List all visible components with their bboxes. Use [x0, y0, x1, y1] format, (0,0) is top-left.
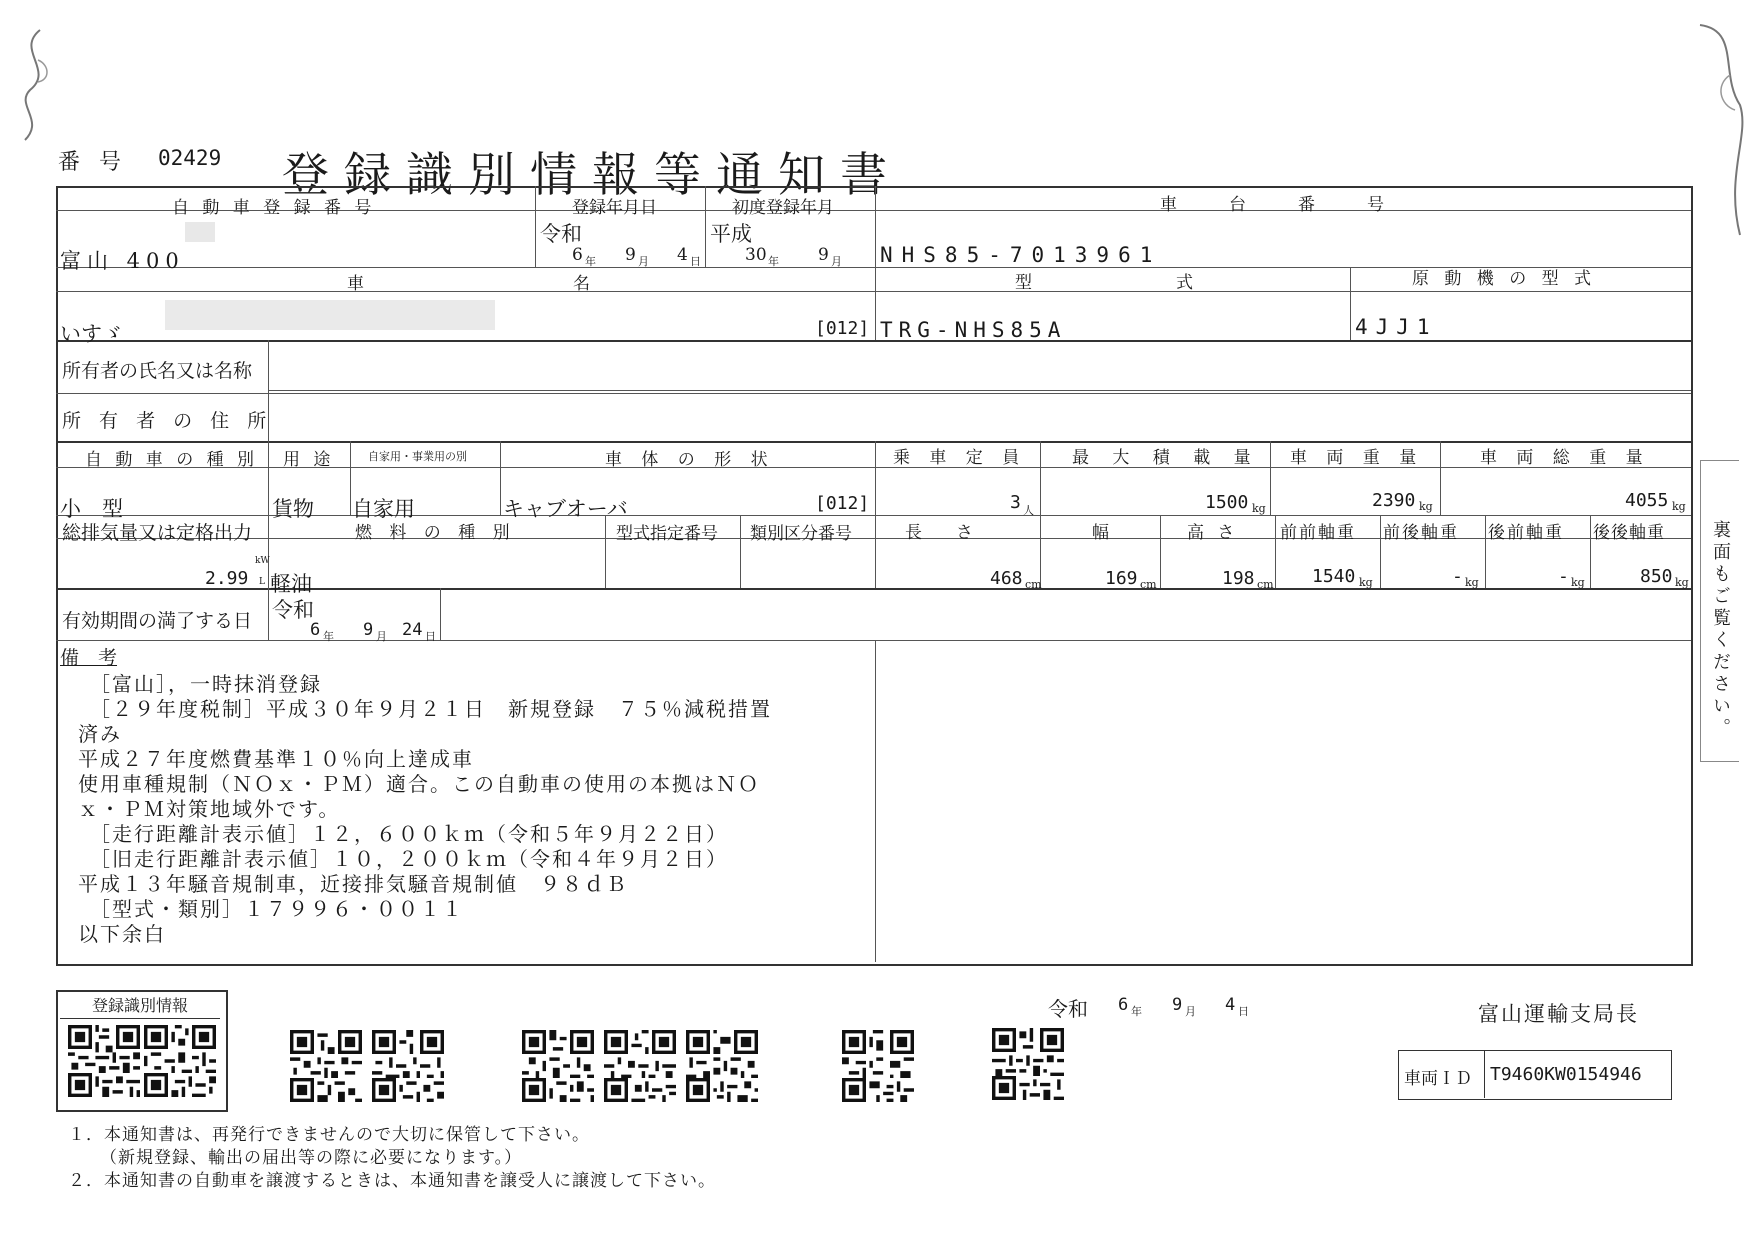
qr-code: [68, 1025, 140, 1097]
vehicle-id-label: 車両ＩＤ: [1404, 1069, 1472, 1089]
width-value: 169: [1105, 568, 1138, 589]
expiry-year: 6: [310, 620, 321, 640]
header-reg-number: 自 動 車 登 録 番 号: [172, 198, 376, 218]
qr-code: [144, 1025, 216, 1097]
header-chassis: 車 台 番 号: [1160, 195, 1390, 215]
header-rr-axle: 後後軸重: [1593, 523, 1665, 543]
capacity-value: 3: [1010, 492, 1021, 513]
qr-code: [290, 1030, 362, 1102]
header-car-name-2: 名: [573, 274, 590, 294]
header-body-shape: 車 体 の 形 状: [605, 450, 775, 470]
reg-day: 4: [677, 245, 688, 265]
usage-value: 貨物: [272, 497, 314, 521]
remark-line: ［富山］，一時抹消登録: [90, 672, 322, 696]
header-expiry: 有効期間の満了する日: [62, 610, 253, 632]
body-shape-value: キャブオーバ: [503, 497, 628, 521]
first-year: 30: [745, 245, 767, 265]
header-max-load: 最 大 積 載 量: [1072, 448, 1260, 468]
qr-code: [604, 1030, 676, 1102]
header-private-commercial: 自家用・事業用の別: [368, 450, 467, 463]
max-load-value: 1500: [1205, 492, 1249, 513]
header-rf-axle: 後前軸重: [1488, 523, 1564, 543]
issue-year: 6: [1118, 995, 1129, 1015]
body-code: [012]: [815, 493, 870, 514]
header-height: 高 さ: [1187, 523, 1239, 543]
remark-line: ［走行距離計表示値］１２，６００ｋｍ（令和５年９月２２日）: [90, 822, 728, 846]
remark-line: 使用車種規制（ＮＯｘ・ＰＭ）適合。この自動車の使用の本拠はＮＯ: [78, 772, 760, 796]
reg-number-value: 富山 400: [60, 249, 185, 273]
plate-redacted: [185, 222, 215, 242]
header-reg-date: 登録年月日: [572, 198, 657, 218]
qr-code: [372, 1030, 444, 1102]
header-fr-axle: 前後軸重: [1383, 523, 1459, 543]
header-fuel: 燃 料 の 種 別: [355, 523, 516, 543]
rr-axle-value: 850: [1640, 566, 1673, 587]
rf-axle-value: -: [1558, 566, 1569, 587]
remark-line: 以下余白: [78, 922, 166, 946]
reg-month: 9: [625, 245, 636, 265]
header-owner-addr: 所 有 者 の 住 所: [62, 410, 273, 432]
document-title: 登録識別情報等通知書: [282, 148, 902, 203]
fuel-value: 軽油: [270, 572, 312, 596]
remark-line: 平成１３年騒音規制車，近接排気騒音規制値 ９８ｄＢ: [78, 872, 628, 896]
header-ff-axle: 前前軸重: [1280, 523, 1356, 543]
displacement-value: 2.99: [205, 568, 249, 589]
remark-line: ［旧走行距離計表示値］１０，２００ｋｍ（令和４年９月２日）: [90, 847, 728, 871]
corner-ornament-left: [10, 20, 60, 150]
header-width: 幅: [1092, 523, 1109, 543]
note-1b: （新規登録、輸出の届出等の際に必要になります。）: [100, 1148, 523, 1168]
header-remarks: 備 考: [60, 647, 118, 669]
chassis-value: NHS85-7013961: [880, 243, 1162, 267]
engine-value: 4JJ1: [1355, 315, 1438, 339]
note-2: ２．本通知書の自動車を譲渡するときは、本通知書を譲受人に譲渡して下さい。: [68, 1171, 716, 1191]
header-type-designation: 型式指定番号: [616, 524, 718, 544]
car-kind-value: 小 型: [60, 497, 123, 521]
header-car-name-1: 車: [347, 274, 364, 294]
header-capacity: 乗 車 定 員: [893, 448, 1027, 468]
vehicle-weight-value: 2390: [1372, 490, 1416, 511]
header-displacement: 総排気量又は定格出力: [62, 522, 253, 544]
qr-code: [522, 1030, 594, 1102]
header-usage: 用 途: [283, 450, 335, 470]
header-gross-weight: 車 両 総 重 量: [1480, 448, 1650, 468]
issue-era: 令和: [1048, 997, 1088, 1021]
vehicle-id-value: T9460KW0154946: [1490, 1064, 1642, 1085]
header-car-kind: 自 動 車 の 種 別: [85, 450, 259, 470]
header-owner-name: 所有者の氏名又は名称: [62, 360, 253, 382]
expiry-month: 9: [363, 620, 374, 640]
remark-line: ［型式・類別］１７９９６・００１１: [90, 897, 464, 921]
gross-weight-value: 4055: [1625, 490, 1669, 511]
first-month: 9: [818, 245, 829, 265]
fr-axle-value: -: [1452, 566, 1463, 587]
issue-day: 4: [1225, 995, 1236, 1015]
remark-line: 平成２７年度燃費基準１０％向上達成車: [78, 747, 474, 771]
issue-month: 9: [1172, 995, 1183, 1015]
number-value: 02429: [158, 146, 222, 170]
remark-line: ［２９年度税制］平成３０年９月２１日 新規登録 ７５％減税措置: [90, 697, 772, 721]
header-model: 型 式: [1015, 273, 1199, 293]
model-code: [012]: [815, 318, 870, 339]
length-value: 468: [990, 568, 1023, 589]
qr-box-label: 登録識別情報: [60, 993, 220, 1019]
height-value: 198: [1222, 568, 1255, 589]
reg-year: 6: [572, 245, 583, 265]
qr-code: [842, 1030, 914, 1102]
note-1: １．本通知書は、再発行できませんので大切に保管して下さい。: [68, 1125, 590, 1145]
reg-era: 令和: [540, 222, 582, 246]
header-vehicle-weight: 車 両 重 量: [1290, 448, 1424, 468]
car-name-value: いすゞ: [60, 322, 123, 346]
header-category-number: 類別区分番号: [750, 524, 852, 544]
corner-ornament-right: [1690, 15, 1750, 245]
side-note-text: 裏面もご覧ください。: [1710, 520, 1731, 740]
ff-axle-value: 1540: [1312, 566, 1356, 587]
model-value: TRG-NHS85A: [880, 318, 1067, 342]
private-commercial-value: 自家用: [352, 497, 415, 521]
first-era: 平成: [710, 222, 752, 246]
qr-code: [992, 1028, 1064, 1100]
header-length: 長 さ: [905, 523, 973, 543]
qr-code: [686, 1030, 758, 1102]
expiry-day: 24: [402, 620, 423, 640]
car-name-redacted: [165, 300, 495, 330]
remark-line: ｘ・ＰＭ対策地域外です。: [78, 797, 341, 821]
header-first-reg: 初度登録年月: [732, 198, 834, 218]
expiry-era: 令和: [272, 598, 314, 622]
remark-line: 済み: [78, 722, 122, 746]
issuer: 富山運輸支局長: [1478, 1002, 1639, 1026]
number-label: 番 号: [58, 150, 127, 175]
header-engine: 原 動 機 の 型 式: [1412, 269, 1597, 289]
